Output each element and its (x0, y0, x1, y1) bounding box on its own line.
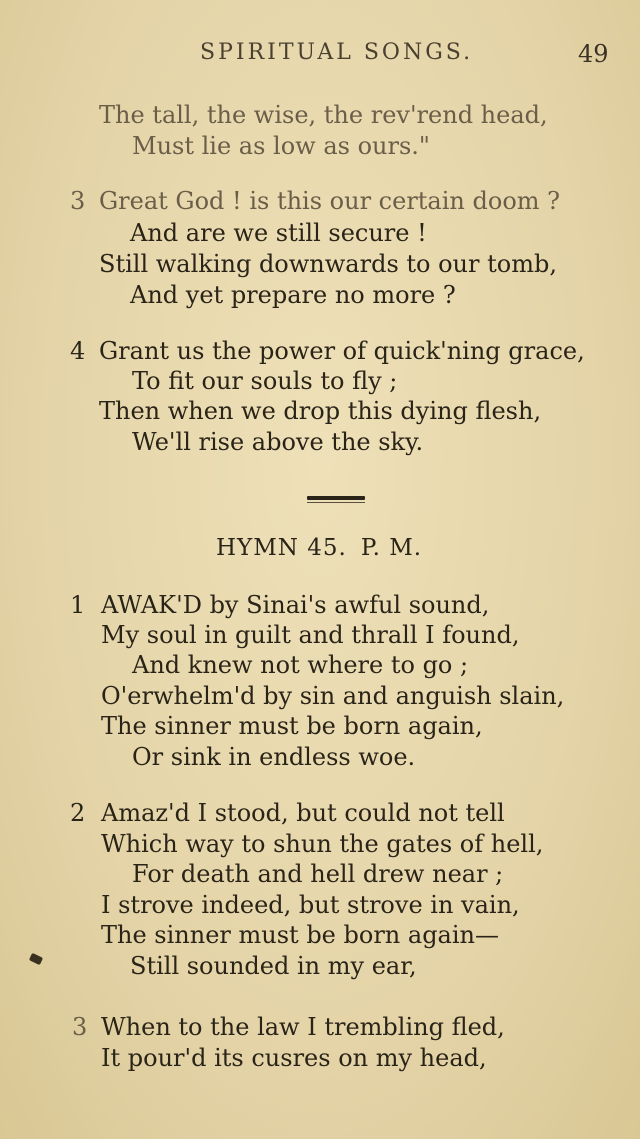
verse-line: And knew not where to go ; (132, 651, 469, 679)
stanza-number: 3 (70, 187, 86, 215)
verse-line: And yet prepare no more ? (130, 281, 456, 309)
verse-line: Which way to shun the gates of hell, (101, 830, 544, 858)
section-divider (307, 496, 365, 500)
verse-line: AWAK'D by Sinai's awful sound, (101, 591, 490, 619)
verse-line: Then when we drop this dying flesh, (99, 397, 542, 425)
verse-line: The sinner must be born again, (101, 712, 483, 740)
ink-mark (29, 953, 43, 965)
verse-line: Amaz'd I stood, but could not tell (101, 799, 505, 827)
verse-line: Great God ! is this our certain doom ? (99, 187, 561, 215)
stanza-number: 3 (72, 1013, 88, 1041)
verse-line: It pour'd its cusres on my head, (101, 1044, 487, 1072)
verse-line: Must lie as low as ours." (132, 132, 430, 160)
page-number: 49 (578, 40, 609, 68)
hymn-number: HYMN 45. (216, 535, 347, 561)
verse-line: Still walking downwards to our tomb, (99, 250, 557, 278)
hymn-title (216, 535, 436, 561)
verse-line: To fit our souls to fly ; (132, 367, 398, 395)
verse-line: Or sink in endless woe. (132, 743, 416, 771)
stanza-number: 4 (70, 337, 86, 365)
stanza-number: 2 (70, 799, 86, 827)
running-head: SPIRITUAL SONGS. (200, 40, 474, 65)
verse-line: The sinner must be born again— (101, 921, 499, 949)
verse-line: And are we still secure ! (130, 219, 427, 247)
verse-line: For death and hell drew near ; (132, 860, 504, 888)
verse-line: The tall, the wise, the rev'rend head, (99, 101, 548, 129)
hymn-meter: P. M. (360, 535, 423, 561)
verse-line: When to the law I trembling fled, (101, 1013, 505, 1041)
verse-line: Grant us the power of quick'ning grace, (99, 337, 585, 365)
verse-line: My soul in guilt and thrall I found, (101, 621, 520, 649)
verse-line: We'll rise above the sky. (132, 428, 424, 456)
verse-line: I strove indeed, but strove in vain, (101, 891, 520, 919)
verse-line: Still sounded in my ear, (130, 952, 417, 980)
stanza-number: 1 (70, 591, 86, 619)
verse-line: O'erwhelm'd by sin and anguish slain, (101, 682, 565, 710)
